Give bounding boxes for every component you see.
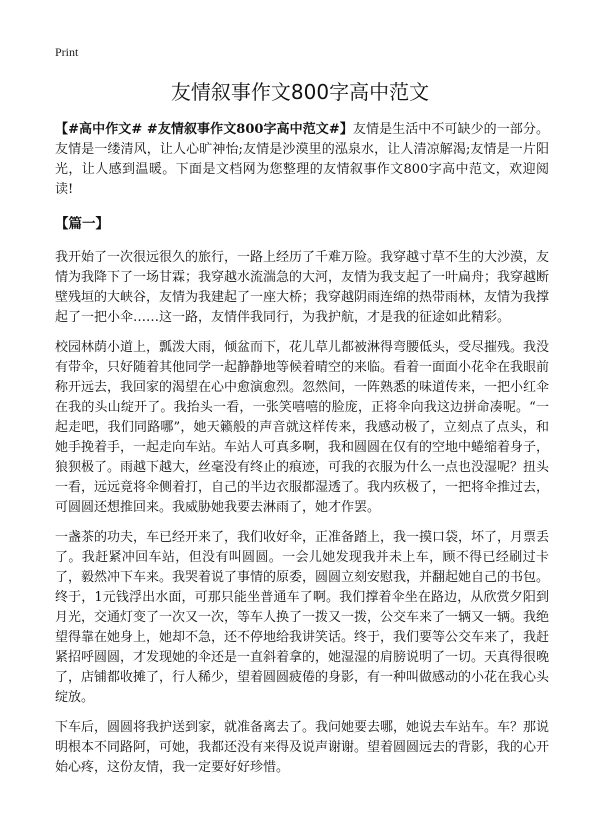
intro-tag: 【#高中作文# #友情叙事作文800字高中范文#】 [55,122,353,137]
body-paragraph-1: 我开始了一次很远很久的旅行，一路上经历了千难万险。我穿越寸草不生的大沙漠，友情为我降下了一场甘霖；我穿越水流湍急的大河，友情为我支起了一叶扁舟；我穿越断壁残垣的大峡谷，友情为我建起了一座大桥；我穿越阴雨连绵的热带雨林，友情为我撑起了一把小伞……这一路，友情伴我同行，为我护航，才是我的征途如此精彩。 [55,250,550,325]
body-paragraph-3: 一盏茶的功夫，车已经开来了，我们收好伞，正准备踏上，我一摸口袋，坏了，月票丢了。我赶紧冲回车站，但没有叫圆圆。一会儿她发现我并未上车，顾不得已经刷过卡了，毅然冲下车来。我哭着说了事情的原委，圆圆立刻安慰我，并翻起她自己的书包。终于，1元钱浮出水面，可那只能坐普通车了啊。我们撑着伞坐在路边，从欣赏夕阳到月光，交通灯变了一次又一次，等车人换了一拨又一拨，公交车来了一辆又一辆。我绝望得靠在她身上，她却不急，还不停地给我讲笑话。终于，我们要等公交车来了，我赶紧招呼圆圆，才发现她的伞还是一直斜着拿的，她湿湿的肩膀说明了一切。天真得很晚了，店铺都收摊了，行人稀少，望着圆圆疲倦的身影，有一种叫做感动的小花在我心头绽放。 [55,530,550,705]
body-paragraph-4: 下车后，圆圆将我护送到家，就准备离去了。我问她要去哪，她说去车站车。车？那说明根本不同路阿，可她，我都还没有来得及说声谢谢。望着圆圆远去的背影，我的心开始心疼，这份友情，我一定要好好珍惜。 [55,720,550,775]
article-body [55,120,549,788]
intro-text: 友情是生活中不可缺少的一部分。友情是一缕清风，让人心旷神怡;友情是沙漠里的泓泉水，让人清凉解渴;友情是一片阳光，让人感到温暖。下面是文档网为您整理的友情叙事作文800字高中范文，欢迎阅读! [55,122,549,197]
print-link[interactable]: Print [55,45,79,59]
section-heading: 【篇一】 [55,216,109,232]
page-title: 友情叙事作文800字高中范文 [170,80,430,104]
intro-paragraph [55,120,549,200]
body-paragraph-2: 校园林荫小道上，瓢泼大雨，倾盆而下，花儿草儿都被淋得弯腰低头，受尽摧残。我没有带伞，只好随着其他同学一起静静地等候着晴空的来临。看着一面面小花伞在我眼前称开远去，我回家的渴望在心中愈演愈烈。忽然间，一阵熟悉的味道传来，一把小红伞在我的头山绽开了。我抬头一看，一张笑嘻嘻的脸庞，正将伞向我这边拼命凑呢。“一起走吧，我们同路哪”，她天籁般的声音就这样传来，我感动极了，立刻点了点头，和她手挽着手，一起走向车站。车站人可真多啊，我和圆圆在仅有的空地中蜷缩着身子，狼狈极了。雨越下越大，丝毫没有终止的痕迹，可我的衣服为什么一点也没湿呢？扭头一看，远远竟将伞侧着打，自己的半边衣服都湿透了。我内疚极了，一把将伞推过去，可圆圆还想推回来。我威胁她我要去淋雨了，她才作罢。 [55,340,550,515]
